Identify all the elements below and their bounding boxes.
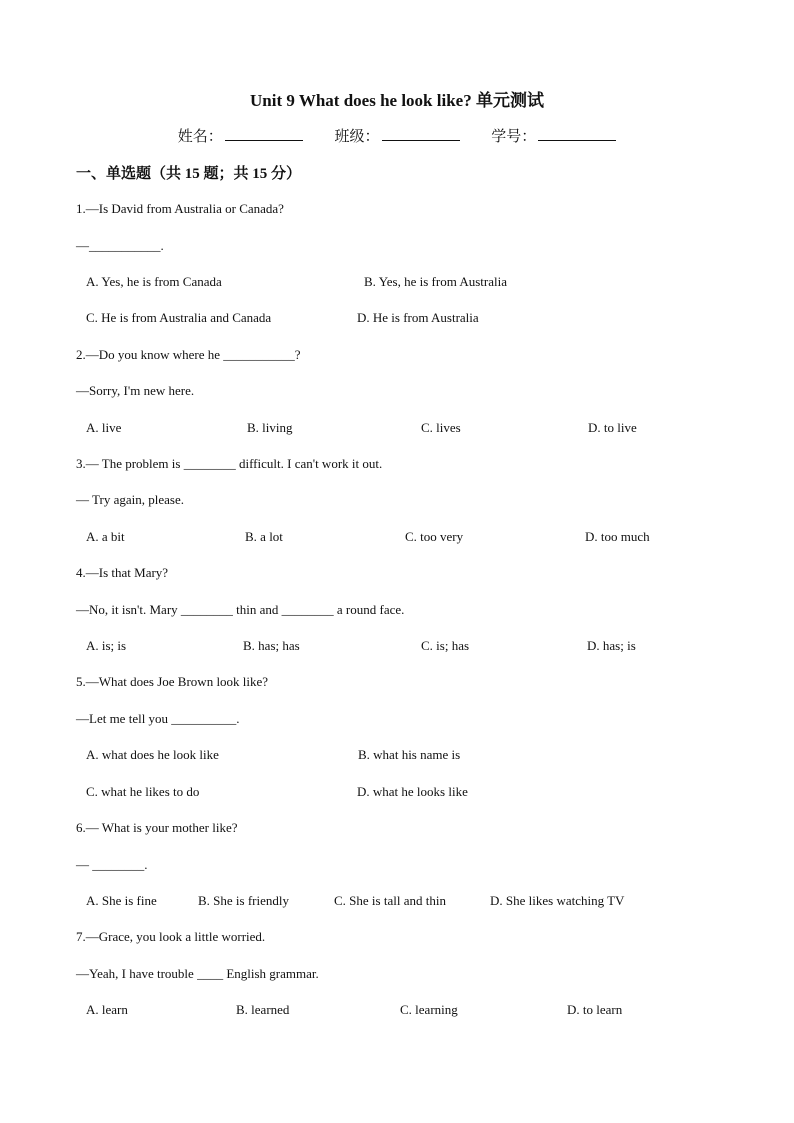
question-6-option-b[interactable]: B. She is friendly: [198, 893, 289, 908]
question-3-option-c[interactable]: C. too very: [405, 529, 464, 544]
question-1-option-d[interactable]: D. He is from Australia: [357, 310, 479, 325]
question-4-response: —No, it isn't. Mary ________ thin and ________ a round face.: [76, 602, 405, 617]
question-4-option-a[interactable]: A. is; is: [86, 638, 127, 653]
question-5-response: —Let me tell you __________.: [76, 711, 240, 726]
question-2-response: —Sorry, I'm new here.: [76, 383, 195, 398]
question-2-option-d[interactable]: D. to live: [588, 420, 637, 435]
section-title: 一、单选题（共 15 题；共 15 分）: [76, 166, 302, 182]
question-4-option-d[interactable]: D. has; is: [587, 638, 636, 653]
question-2-option-b[interactable]: B. living: [247, 420, 293, 435]
question-3-prompt: 3.— The problem is ________ difficult. I can't work it out.: [76, 456, 383, 471]
name-label: 姓名：: [177, 129, 223, 145]
question-6-option-c[interactable]: C. She is tall and thin: [334, 893, 446, 908]
number-blank[interactable]: [538, 126, 616, 141]
student-info-row: [0, 125, 794, 146]
question-2-prompt: 2.—Do you know where he ___________?: [76, 347, 301, 362]
question-4-prompt: 4.—Is that Mary?: [76, 565, 169, 580]
question-5-option-b[interactable]: B. what his name is: [358, 747, 461, 762]
question-4-option-c[interactable]: C. is; has: [421, 638, 470, 653]
question-2-option-c[interactable]: C. lives: [421, 420, 461, 435]
question-3-option-b[interactable]: B. a lot: [245, 529, 283, 544]
question-1-option-b[interactable]: B. Yes, he is from Australia: [364, 274, 507, 289]
question-1-response: —___________.: [76, 238, 164, 253]
question-7-prompt: 7.—Grace, you look a little worried.: [76, 929, 266, 944]
question-6-option-d[interactable]: D. She likes watching TV: [490, 893, 625, 908]
question-5-option-a[interactable]: A. what does he look like: [86, 747, 219, 762]
question-1-prompt: 1.—Is David from Australia or Canada?: [76, 201, 284, 216]
question-3-option-a[interactable]: A. a bit: [86, 529, 125, 544]
question-4-option-b[interactable]: B. has; has: [243, 638, 300, 653]
question-7-option-d[interactable]: D. to learn: [567, 1002, 623, 1017]
question-7-option-a[interactable]: A. learn: [86, 1002, 128, 1017]
question-6-prompt: 6.— What is your mother like?: [76, 820, 238, 835]
question-7-response: —Yeah, I have trouble ____ English grammar.: [76, 966, 319, 981]
question-5-option-c[interactable]: C. what he likes to do: [86, 784, 200, 799]
question-6-option-a[interactable]: A. She is fine: [86, 893, 157, 908]
question-6-response: — ________.: [76, 857, 148, 872]
question-7-option-c[interactable]: C. learning: [400, 1002, 458, 1017]
question-3-option-d[interactable]: D. too much: [585, 529, 650, 544]
class-label: 班级：: [334, 129, 380, 145]
name-blank[interactable]: [225, 126, 303, 141]
page-title: Unit 9 What does he look like? 单元测试: [250, 91, 544, 110]
class-blank[interactable]: [382, 126, 460, 141]
question-1-option-c[interactable]: C. He is from Australia and Canada: [86, 310, 272, 325]
number-label: 学号：: [491, 129, 537, 145]
question-1-option-a[interactable]: A. Yes, he is from Canada: [86, 274, 222, 289]
question-5-prompt: 5.—What does Joe Brown look like?: [76, 674, 269, 689]
question-3-response: — Try again, please.: [76, 492, 184, 507]
question-5-option-d[interactable]: D. what he looks like: [357, 784, 468, 799]
question-2-option-a[interactable]: A. live: [86, 420, 122, 435]
question-7-option-b[interactable]: B. learned: [236, 1002, 290, 1017]
